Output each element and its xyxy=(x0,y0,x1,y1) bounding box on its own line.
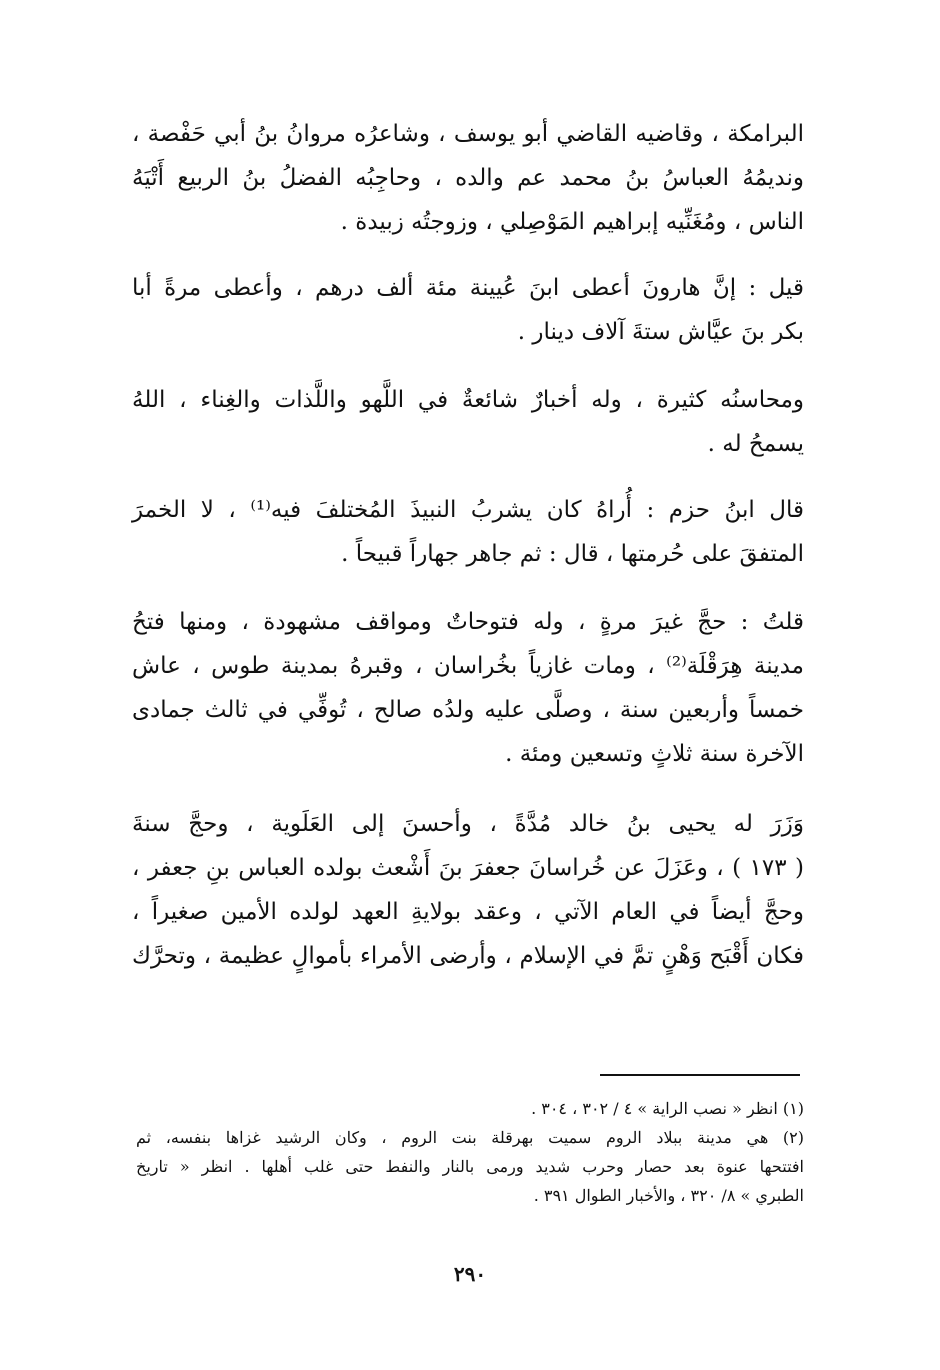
paragraph-2 xyxy=(132,266,804,354)
text-line: ( ١٧٣ ) ، وعَزَلَ عن خُراسانَ جعفرَ بنَ أَشْعث بولده العباس بنِ جعفر ، xyxy=(132,855,804,881)
paragraph-6 xyxy=(132,802,804,978)
text-line: الناس ، ومُغَنِّيه إبراهيم المَوْصِلي ، وزوجتُه زبيدة . xyxy=(340,209,804,235)
text-line: قال ابنُ حزم : أُراهُ كان يشربُ النبيذَ المُختلفَ فيه⁽¹⁾ ، لا الخمرَ xyxy=(132,497,805,523)
paragraph-1 xyxy=(132,112,804,244)
text-line: الآخرة سنة ثلاثٍ وتسعين ومئة . xyxy=(505,741,804,767)
text-line: ونديمُهُ العباسُ بنُ محمد عم والده ، وحاجِبُه الفضلُ بنُ الربيع أَتْيَهُ xyxy=(132,165,804,191)
paragraph-4 xyxy=(132,488,804,576)
text-line: فكان أَقْبَح وَهْنٍ تمَّ في الإسلام ، وأرضى الأمراء بأموالٍ عظيمة ، وتحرَّك xyxy=(132,943,804,969)
text-line: مدينة هِرَقْلَة⁽²⁾ ، ومات غازياً بخُراسان ، وقبرهُ بمدينة طوس ، عاش xyxy=(132,653,804,679)
text-line: يسمحُ له . xyxy=(707,431,804,457)
text-line: البرامكة ، وقاضيه القاضي أبو يوسف ، وشاعرُه مروانُ بنُ أبي حَفْصة ، xyxy=(132,121,804,147)
paragraph-5 xyxy=(132,600,804,776)
footnote-line: الطبري » ٨/ ٣٢٠ ، والأخبار الطوال ٣٩١ . xyxy=(533,1186,804,1205)
text-line: وَزَرَ له يحيى بنُ خالد مُدَّةً ، وأحسنَ إلى العَلَوية ، وحجَّ سنةَ xyxy=(132,811,804,837)
page-number: ٢٩٠ xyxy=(453,1262,487,1286)
footnote-line: (٢) هي مدينة ببلاد الروم سميت بهرقلة بنت الروم ، وكان الرشيد غزاها بنفسه، ثم xyxy=(136,1128,804,1147)
footnote-separator xyxy=(600,1074,800,1076)
text-line: خمساً وأربعين سنة ، وصلَّى عليه ولدُه صالح ، تُوفِّي في ثالث جمادى xyxy=(132,697,804,723)
text-line: بكر بنَ عيَّاش ستةَ آلاف دينار . xyxy=(517,319,804,345)
text-line: وحجَّ أيضاً في العام الآتي ، وعقد بولايةِ العهد لولده الأمين صغيراً ، xyxy=(132,899,804,925)
main-text xyxy=(132,112,804,1002)
text-line: المتفقَ على حُرمتها ، قال : ثم جاهر جهاراً قبيحاً . xyxy=(341,541,804,567)
footnote-line: (١) انظر « نصب الراية » ٤ / ٣٠٢ ، ٣٠٤ . xyxy=(531,1099,804,1118)
text-line: قلتُ : حجَّ غيرَ مرةٍ ، وله فتوحاتٌ ومواقف مشهودة ، ومنها فتحُ xyxy=(132,609,804,635)
paragraph-3 xyxy=(132,378,804,466)
footnotes xyxy=(136,1094,804,1210)
text-line: قيل : إنَّ هارونَ أعطى ابنَ عُيينة مئة ألف درهم ، وأعطى مرةً أبا xyxy=(132,275,804,301)
text-line: ومحاسنُه كثيرة ، وله أخبارٌ شائعةٌ في اللَّهو واللَّذات والغِناء ، اللهُ xyxy=(132,387,804,413)
footnote-line: افتتحها عنوة بعد حصار وحرب شديد ورمى بالنار والنفط حتى غلب أهلها . انظر « تاريخ xyxy=(136,1157,804,1176)
